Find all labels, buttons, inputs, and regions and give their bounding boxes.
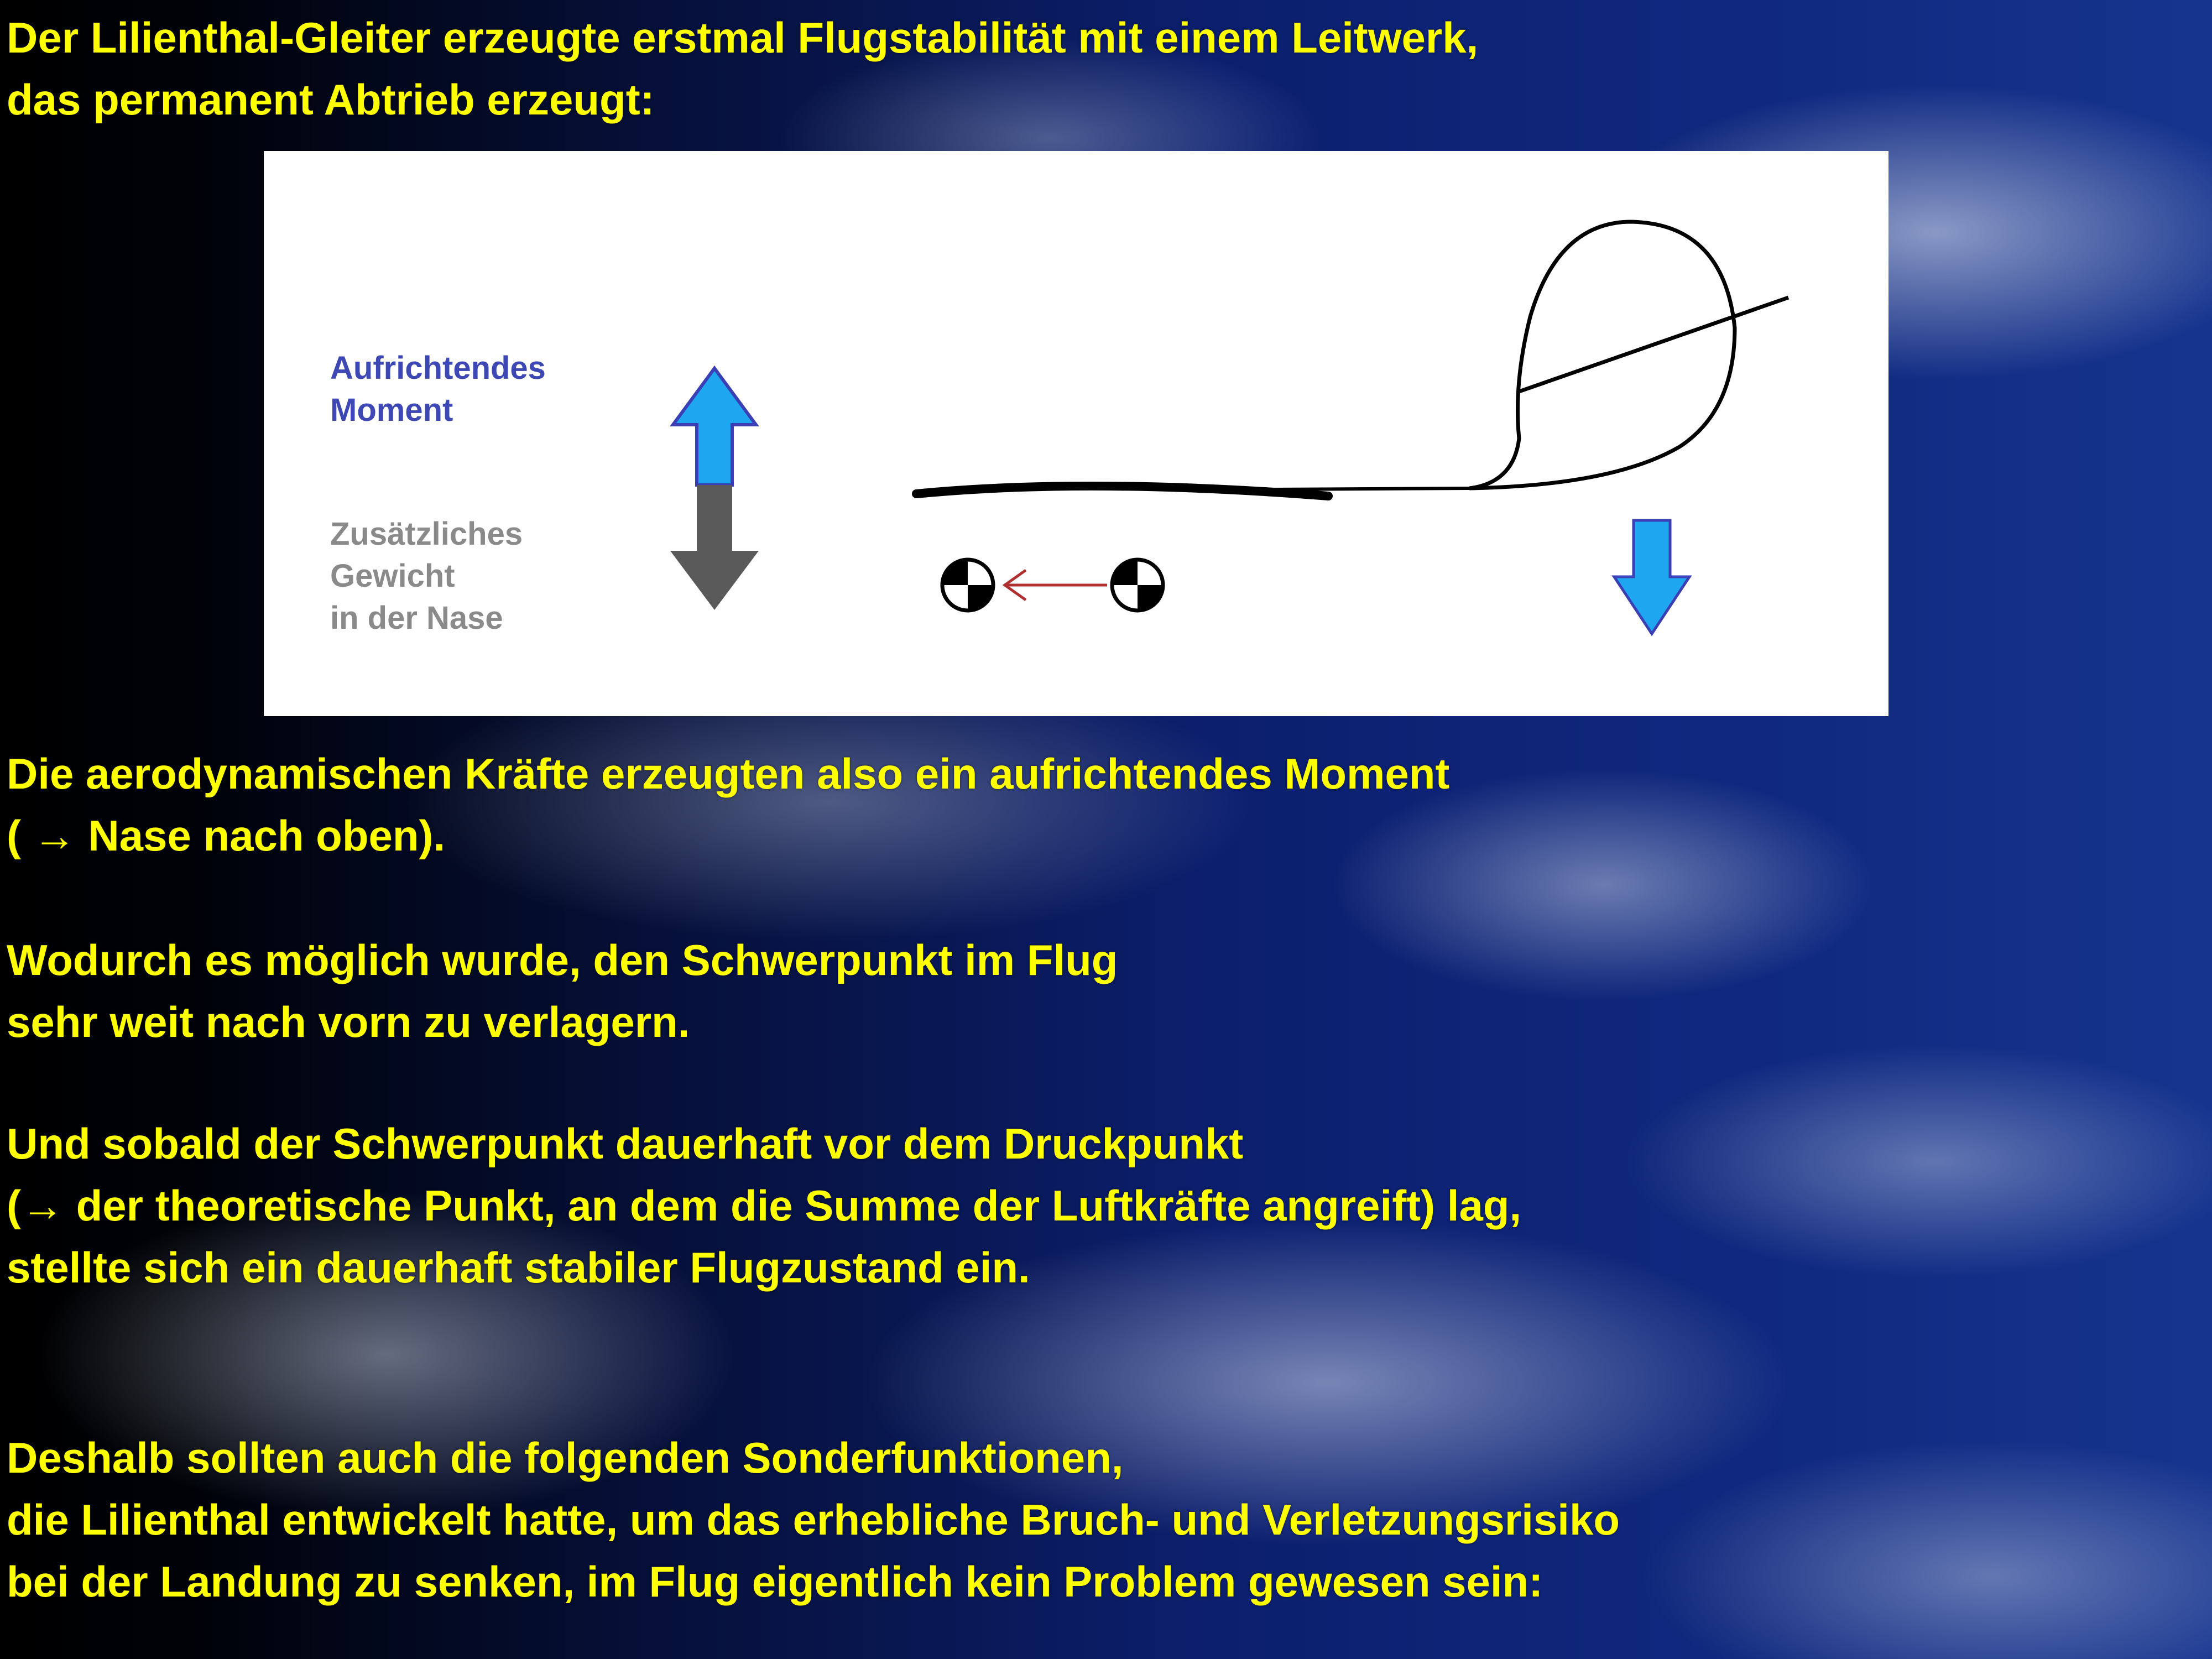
downforce-arrow: [1614, 520, 1689, 634]
diagram-graphics: [264, 151, 1888, 716]
tail-plane-outline: [1519, 298, 1788, 392]
fuselage-outline: [1270, 488, 1469, 489]
label-restoring-moment: Aufrichtendes Moment: [330, 350, 546, 428]
paragraph-restoring-moment: Die aerodynamischen Kräfte erzeugten also ein aufrichtendes Moment ( → Nase nach oben).: [7, 749, 1450, 860]
cg-shift-arrow: [1005, 570, 1107, 600]
stability-diagram: [264, 151, 1888, 716]
tail-fin-outline: [1469, 222, 1735, 488]
label-additional-weight: Zusätzliches Gewicht in der Nase: [330, 516, 523, 636]
paragraph-stability: Und sobald der Schwerpunkt dauerhaft vor dem Druckpunkt (→ der theoretische Punkt, an dem die Summe der Luftkräfte angreift) lag, stellte sich ein dauerhaft stabiler Flugzustand ein.: [7, 1119, 1522, 1292]
paragraph-cg-forward: Wodurch es möglich wurde, den Schwerpunkt im Flug sehr weit nach vorn zu verlagern.: [7, 936, 1118, 1046]
paragraph-special-functions: Deshalb sollten auch die folgenden Sonderfunktionen, die Lilienthal entwickelt hatte, um das erhebliche Bruch- und Verletzungsrisiko bei der Landung zu senken, im Flug eigentlich kein Problem gewesen sein:: [7, 1433, 1620, 1606]
cg-old-icon: [1112, 560, 1163, 611]
intro-text: Der Lilienthal-Gleiter erzeugte erstmal Flugstabilität mit einem Leitwerk, das permanent Abtrieb erzeugt:: [7, 13, 1479, 124]
moment-up-arrow-shape: [673, 368, 756, 485]
wing-outline: [916, 486, 1328, 496]
weight-down-arrow: [670, 485, 759, 610]
cg-new-icon: [942, 560, 993, 611]
